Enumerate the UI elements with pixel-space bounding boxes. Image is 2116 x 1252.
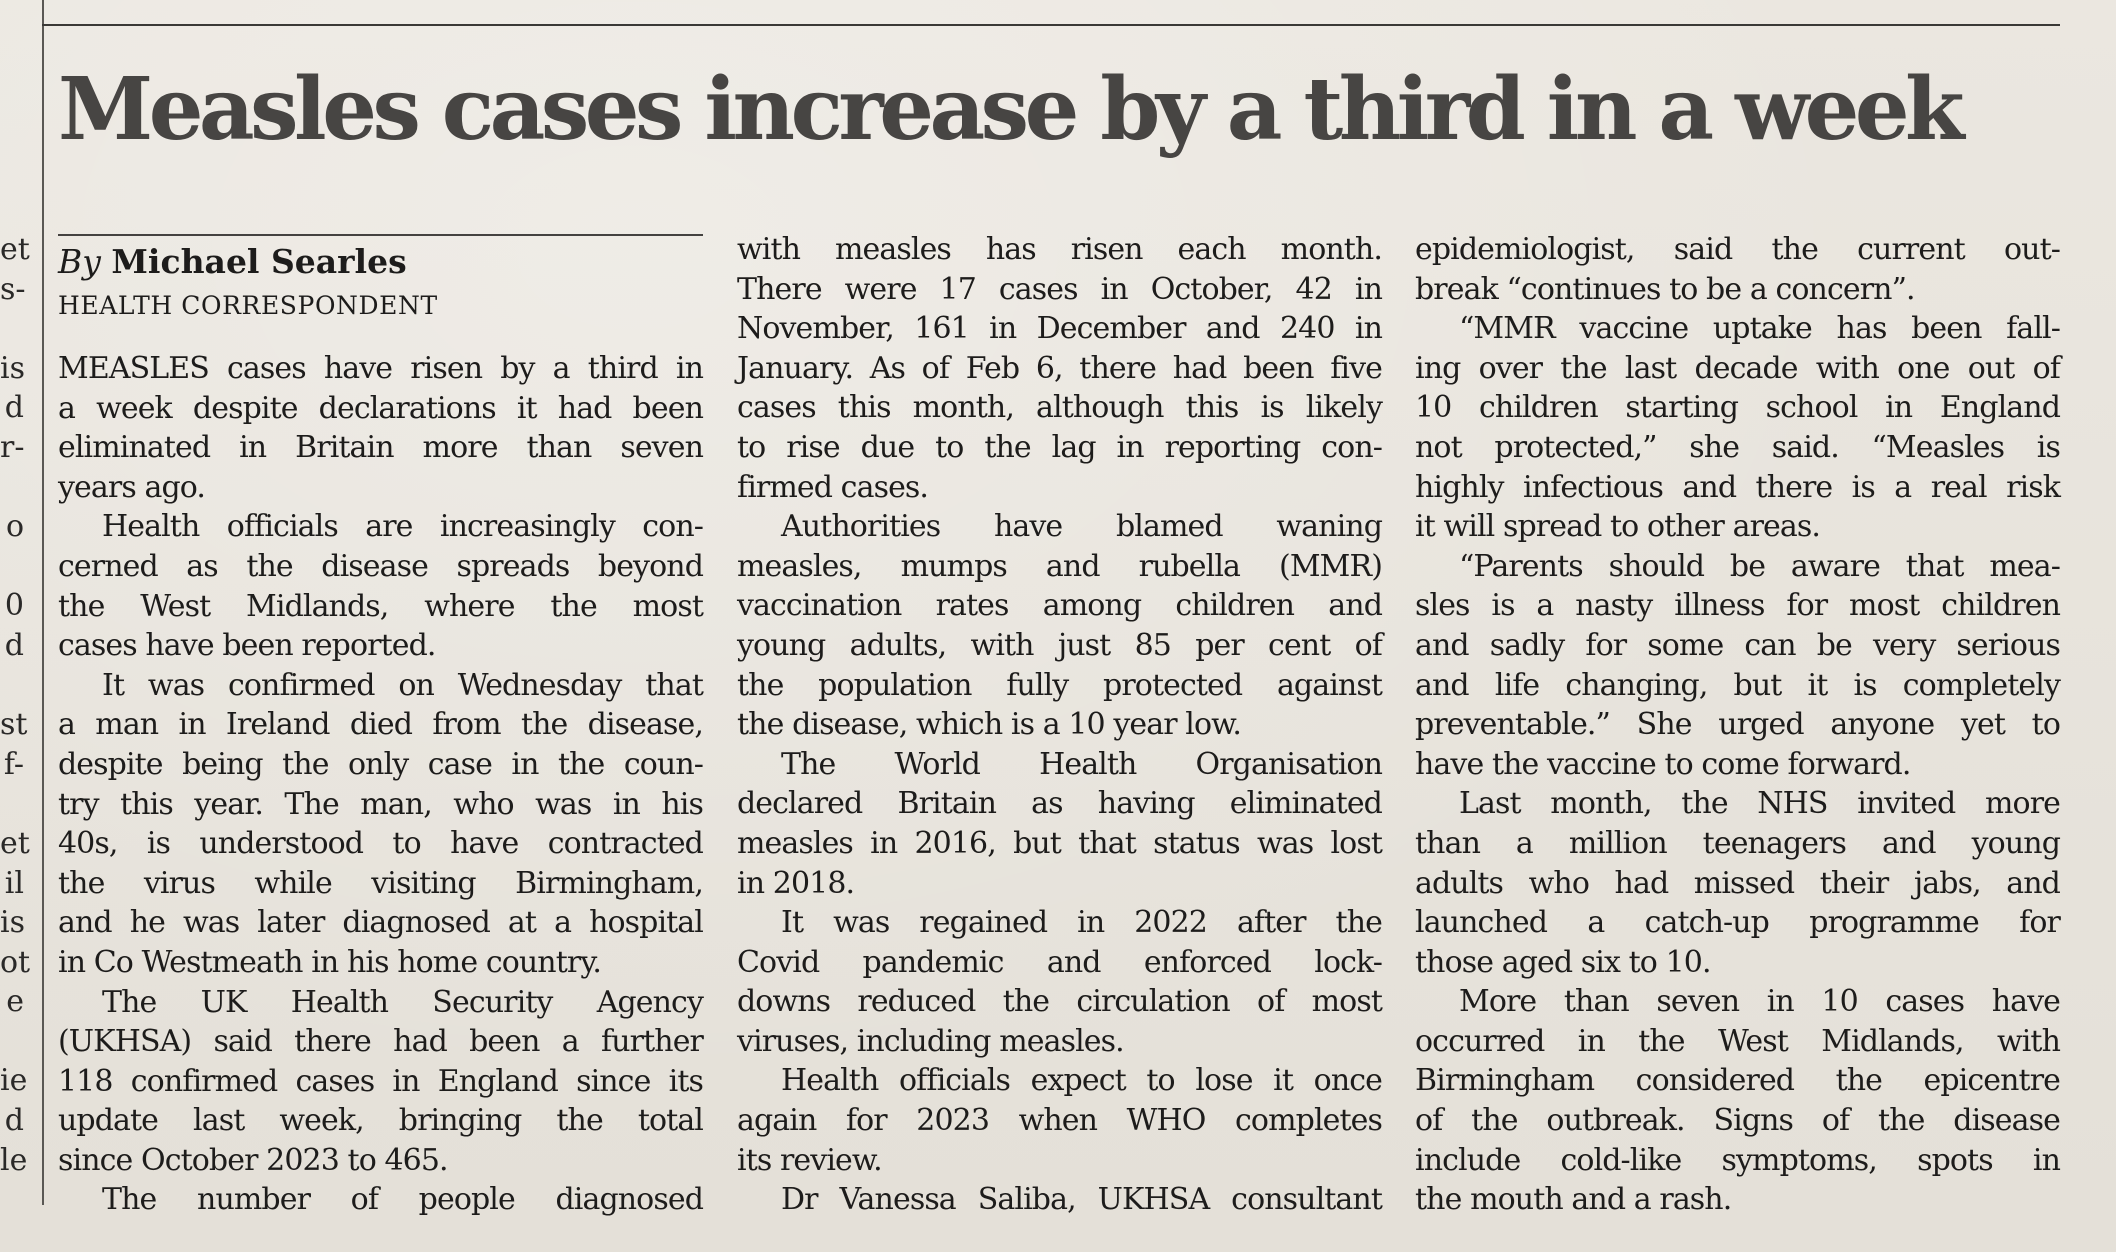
article-text-line: vaccination rates among children and — [737, 588, 1382, 624]
article-text-line: measles, mumps and rubella (MMR) — [737, 548, 1382, 584]
article-text-line: a week despite declarations it had been — [58, 390, 703, 426]
adjacent-text-fragment: is — [0, 905, 25, 941]
article-text-line: It was regained in 2022 after the — [781, 905, 1382, 941]
article-text-line: Health officials expect to lose it once — [781, 1063, 1382, 1099]
article-text-line: firmed cases. — [737, 469, 929, 505]
article-text-line: Health officials are increasingly con- — [102, 509, 703, 545]
adjacent-column-fragment — [0, 230, 31, 1180]
article-text-line: break “continues to be a concern”. — [1415, 271, 1915, 307]
article-text-line: The number of people diagnosed — [102, 1182, 703, 1218]
article-text-line: of the outbreak. Signs of the disease — [1415, 1103, 2060, 1139]
article-text-line: Dr Vanessa Saliba, UKHSA consultant — [781, 1182, 1382, 1218]
article-text-line: the mouth and a rash. — [1415, 1182, 1732, 1218]
article-text-line: There were 17 cases in October, 42 in — [737, 271, 1382, 307]
article-text-line: it will spread to other areas. — [1415, 509, 1821, 545]
adjacent-text-fragment: ot — [0, 944, 31, 980]
adjacent-text-fragment: ie — [0, 1063, 28, 1099]
article-text-line: and he was later diagnosed at a hospital — [58, 905, 703, 941]
article-text-line: ing over the last decade with one out of — [1415, 350, 2060, 386]
article-text-line: a man in Ireland died from the disease, — [58, 707, 703, 743]
adjacent-text-fragment: 0 — [4, 588, 24, 624]
article-text-line: its review. — [737, 1142, 882, 1178]
article-text-line: MEASLES cases have risen by a third in — [58, 351, 703, 386]
byline-role: HEALTH CORRESPONDENT — [58, 291, 438, 320]
article-text-line: Birmingham considered the epicentre — [1415, 1063, 2060, 1099]
article-text-line: “MMR vaccine uptake has been fall- — [1459, 311, 2060, 347]
article-text-line: cases this month, although this is likely — [737, 390, 1382, 426]
adjacent-text-fragment: le — [0, 1142, 28, 1178]
article-text-line: try this year. The man, who was in his — [58, 786, 703, 822]
article-text-line: highly infectious and there is a real risk — [1415, 469, 2060, 505]
article-text-line: update last week, bringing the total — [58, 1103, 703, 1139]
article-text-line: in 2018. — [737, 865, 855, 901]
article-text-line: the population fully protected against — [737, 667, 1382, 703]
article-text-line: since October 2023 to 465. — [58, 1142, 448, 1178]
adjacent-text-fragment: d — [4, 1103, 24, 1139]
article-text-line: 118 confirmed cases in England since its — [58, 1063, 703, 1099]
adjacent-text-fragment: il — [4, 865, 24, 901]
article-text-line: with measles has risen each month. — [737, 232, 1382, 267]
adjacent-text-fragment: s- — [0, 271, 26, 307]
article-text-line: The UK Health Security Agency — [102, 984, 703, 1020]
column-divider-rule — [42, 0, 44, 1205]
article-text-line: January. As of Feb 6, there had been five — [737, 350, 1382, 386]
article-text-line: young adults, with just 85 per cent of — [737, 627, 1382, 663]
article-text-line: years ago. — [58, 469, 206, 505]
top-rule — [42, 24, 2060, 26]
article-text-line: viruses, including measles. — [737, 1023, 1124, 1059]
article-text-line: the West Midlands, where the most — [58, 588, 703, 624]
article-text-line: the disease, which is a 10 year low. — [737, 707, 1242, 743]
adjacent-text-fragment — [0, 547, 24, 587]
article-text-line: and sadly for some can be very serious — [1415, 627, 2060, 663]
adjacent-text-fragment: f- — [3, 746, 24, 782]
article-text-line: 40s, is understood to have contracted — [58, 826, 703, 862]
adjacent-text-fragment: e — [6, 984, 24, 1020]
article-text-line: 10 children starting school in England — [1415, 390, 2060, 426]
article-text-line: to rise due to the lag in reporting con- — [737, 429, 1382, 465]
article-text-line: not protected,” she said. “Measles is — [1415, 429, 2060, 465]
article-text-line: and life changing, but it is completely — [1415, 667, 2060, 703]
article-text-line: measles in 2016, but that status was lost — [737, 825, 1382, 861]
article-text-line: November, 161 in December and 240 in — [737, 311, 1382, 347]
adjacent-text-fragment — [0, 1022, 24, 1062]
article-text-line: include cold-like symptoms, spots in — [1415, 1142, 2060, 1178]
article-text-line: adults who had missed their jabs, and — [1415, 865, 2060, 901]
adjacent-text-fragment: d — [4, 627, 24, 663]
adjacent-text-fragment — [0, 666, 24, 706]
article-text-line: eliminated in Britain more than seven — [58, 430, 703, 466]
article-text-line: launched a catch-up programme for — [1415, 905, 2060, 941]
article-text-line: More than seven in 10 cases have — [1459, 984, 2060, 1020]
article-text-line: Authorities have blamed waning — [781, 509, 1382, 545]
article-text-line: despite being the only case in the coun- — [58, 746, 703, 782]
adjacent-text-fragment: o — [5, 509, 24, 545]
adjacent-text-fragment: d — [4, 390, 24, 426]
article-text-line: cerned as the disease spreads beyond — [58, 548, 703, 584]
article-text-line: Last month, the NHS invited more — [1459, 786, 2060, 822]
adjacent-text-fragment: is — [0, 350, 25, 386]
article-text-line: the virus while visiting Birmingham, — [58, 865, 703, 901]
article-text-line: cases have been reported. — [58, 628, 436, 664]
article-text-line: epidemiologist, said the current out- — [1415, 232, 2060, 267]
article-text-line: in Co Westmeath in his home country. — [58, 944, 602, 980]
byline-by: By — [58, 242, 101, 281]
article-column-1 — [58, 349, 703, 1220]
article-column-3 — [1415, 230, 2060, 1220]
adjacent-text-fragment: st — [0, 707, 28, 743]
adjacent-text-fragment — [0, 468, 24, 508]
article-column-2 — [737, 230, 1382, 1220]
byline-rule — [58, 234, 703, 236]
article-text-line: declared Britain as having eliminated — [737, 786, 1382, 822]
adjacent-text-fragment — [0, 784, 24, 824]
adjacent-text-fragment: et — [0, 825, 30, 861]
adjacent-text-fragment: et — [0, 232, 30, 267]
article-text-line: The World Health Organisation — [781, 746, 1382, 782]
article-text-line: than a million teenagers and young — [1415, 825, 2060, 861]
byline-author: Michael Searles — [111, 242, 407, 281]
adjacent-text-fragment: r- — [0, 429, 25, 465]
article-text-line: (UKHSA) said there had been a further — [58, 1024, 703, 1060]
article-text-line: occurred in the West Midlands, with — [1415, 1023, 2060, 1059]
article-headline: Measles cases increase by a third in a week — [58, 59, 1961, 160]
article-text-line: preventable.” She urged anyone yet to — [1415, 707, 2060, 743]
article-text-line: again for 2023 when WHO completes — [737, 1103, 1382, 1139]
article-text-line: Covid pandemic and enforced lock- — [737, 944, 1382, 980]
article-text-line: “Parents should be aware that mea- — [1459, 548, 2060, 584]
byline — [58, 240, 703, 284]
article-text-line: downs reduced the circulation of most — [737, 984, 1382, 1020]
article-text-line: It was confirmed on Wednesday that — [102, 667, 703, 703]
adjacent-text-fragment — [0, 309, 24, 349]
article-text-line: those aged six to 10. — [1415, 944, 1711, 980]
article-text-line: have the vaccine to come forward. — [1415, 746, 1911, 782]
article-text-line: sles is a nasty illness for most children — [1415, 588, 2060, 624]
